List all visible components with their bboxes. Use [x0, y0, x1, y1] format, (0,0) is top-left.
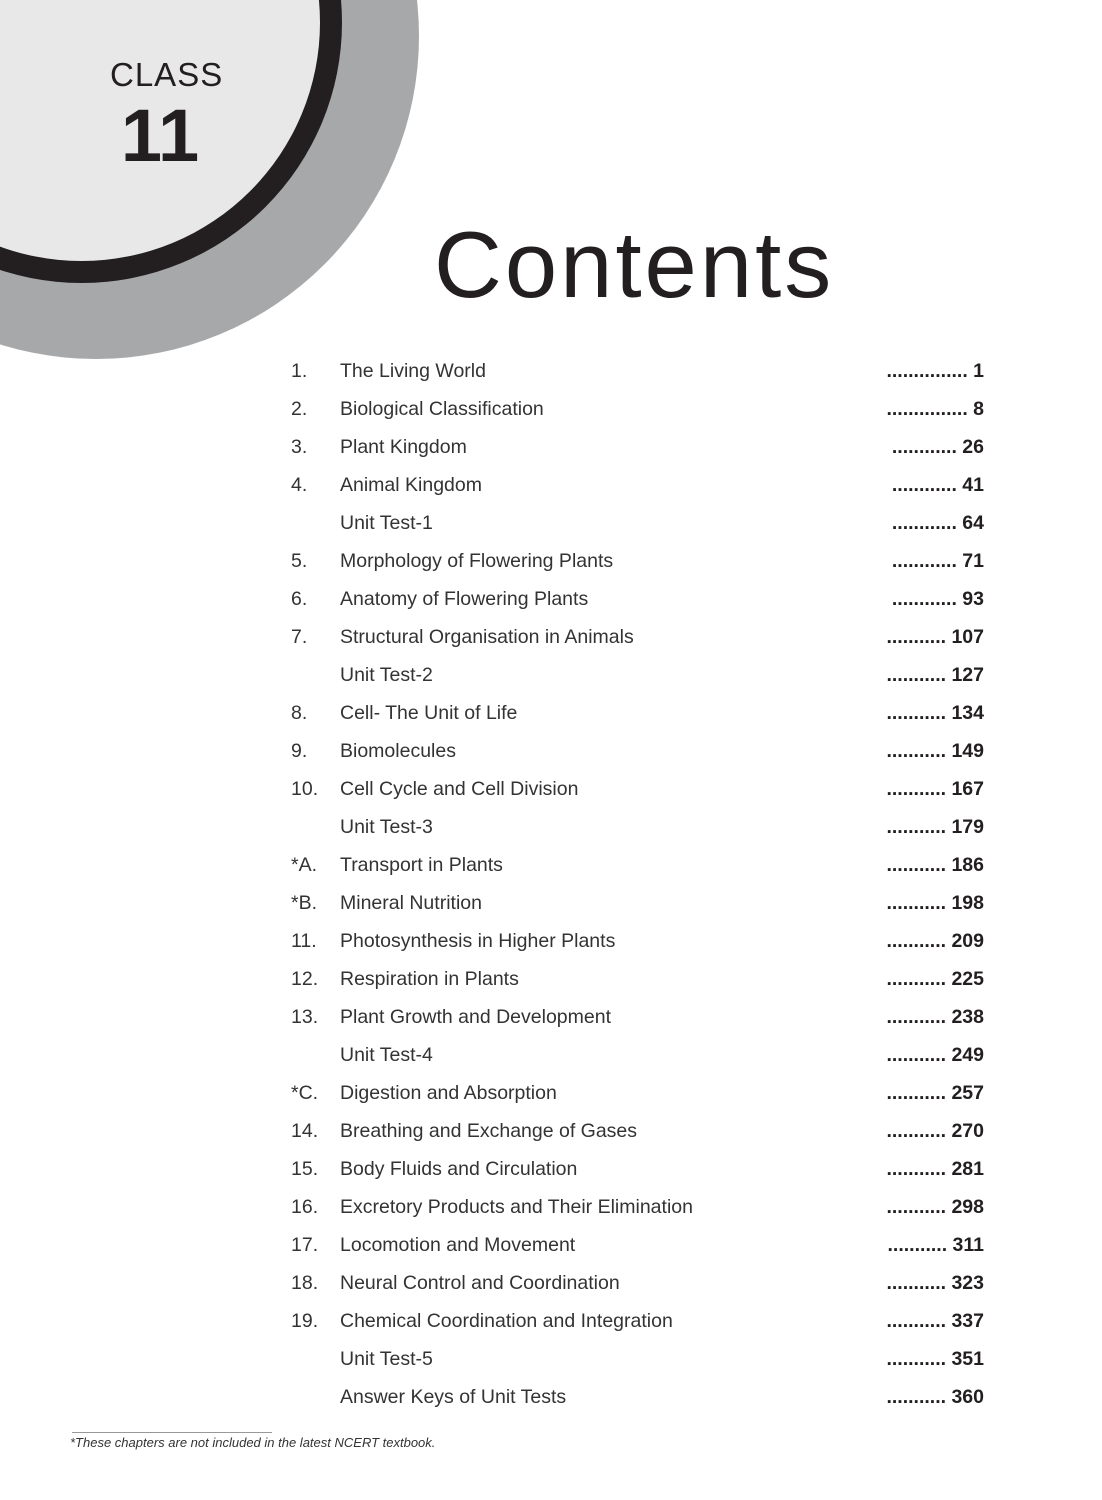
- toc-entry-title: Excretory Products and Their Elimination: [340, 1196, 693, 1218]
- toc-entry: [289, 846, 989, 884]
- toc-entry-page: ........... 209: [886, 930, 984, 952]
- toc-entry-number: 8.: [291, 702, 308, 724]
- toc-entry-title: Unit Test-1: [340, 512, 433, 534]
- toc-entry-number: *B.: [291, 892, 318, 914]
- toc-entry-number: 5.: [291, 550, 308, 572]
- toc-entry-page: ........... 107: [886, 626, 984, 648]
- toc-entry-number: 11.: [291, 930, 317, 952]
- toc-entry-title: Animal Kingdom: [340, 474, 482, 496]
- toc-entry-number: 17.: [291, 1234, 319, 1256]
- toc-entry: [289, 352, 989, 390]
- toc-entry: [289, 732, 989, 770]
- toc-entry-number: 1.: [291, 360, 308, 382]
- toc-entry-page: ............ 71: [891, 550, 984, 572]
- toc-entry-number: 19.: [291, 1310, 319, 1332]
- toc-entry-page: ............ 41: [891, 474, 984, 496]
- toc-entry-page: ........... 311: [887, 1234, 984, 1256]
- toc-entry-page: ........... 337: [886, 1310, 984, 1332]
- toc-entry-number: 2.: [291, 398, 308, 420]
- toc-entry: [289, 998, 989, 1036]
- toc-entry-number: 16.: [291, 1196, 319, 1218]
- toc-entry: [289, 1188, 989, 1226]
- toc-entry-title: Plant Kingdom: [340, 436, 467, 458]
- table-of-contents: [289, 352, 989, 1416]
- toc-entry: [289, 1340, 989, 1378]
- toc-entry-title: Structural Organisation in Animals: [340, 626, 634, 648]
- toc-entry-title: Locomotion and Movement: [340, 1234, 576, 1256]
- footnote-divider: [72, 1432, 272, 1433]
- toc-entry-title: Neural Control and Coordination: [340, 1272, 620, 1294]
- toc-entry-title: Photosynthesis in Higher Plants: [340, 930, 616, 952]
- toc-entry-number: 12.: [291, 968, 319, 990]
- toc-entry: [289, 428, 989, 466]
- toc-entry-title: Transport in Plants: [340, 854, 503, 876]
- toc-entry-title: Morphology of Flowering Plants: [340, 550, 614, 572]
- toc-entry-title: Biological Classification: [340, 398, 544, 420]
- toc-entry-page: ............ 93: [891, 588, 984, 610]
- toc-entry: [289, 1112, 989, 1150]
- toc-entry: [289, 1036, 989, 1074]
- toc-entry: [289, 504, 989, 542]
- toc-entry: [289, 1150, 989, 1188]
- toc-entry: [289, 466, 989, 504]
- toc-entry-title: Unit Test-5: [340, 1348, 433, 1370]
- toc-entry-title: Unit Test-3: [340, 816, 433, 838]
- toc-entry-page: ........... 134: [886, 702, 984, 724]
- toc-entry: [289, 808, 989, 846]
- toc-entry: [289, 1074, 989, 1112]
- toc-entry-title: Cell- The Unit of Life: [340, 702, 518, 724]
- toc-entry-title: Digestion and Absorption: [340, 1082, 557, 1104]
- toc-entry-page: ........... 149: [886, 740, 984, 762]
- page-title: Contents: [434, 212, 835, 317]
- toc-entry-title: Unit Test-4: [340, 1044, 433, 1066]
- toc-entry-page: ........... 281: [886, 1158, 984, 1180]
- toc-entry-page: ........... 238: [886, 1006, 984, 1028]
- toc-entry: [289, 884, 989, 922]
- toc-entry-page: ........... 167: [886, 778, 984, 800]
- toc-entry-page: ........... 323: [886, 1272, 984, 1294]
- class-number: 11: [120, 94, 200, 177]
- toc-entry-number: 6.: [291, 588, 308, 610]
- toc-entry: [289, 1302, 989, 1340]
- toc-entry: [289, 694, 989, 732]
- toc-entry-page: ........... 298: [886, 1196, 984, 1218]
- toc-entry-page: ........... 249: [886, 1044, 984, 1066]
- toc-entry-page: ........... 257: [886, 1082, 984, 1104]
- toc-entry-number: *A.: [291, 854, 318, 876]
- toc-entry-page: ........... 270: [886, 1120, 984, 1142]
- toc-entry: [289, 1264, 989, 1302]
- toc-entry: [289, 580, 989, 618]
- toc-entry-page: ............... 8: [886, 398, 984, 420]
- toc-entry-page: ........... 360: [886, 1386, 984, 1408]
- toc-entry-number: 9.: [291, 740, 308, 762]
- toc-entry-title: Mineral Nutrition: [340, 892, 482, 914]
- toc-entry-title: Breathing and Exchange of Gases: [340, 1120, 638, 1142]
- toc-entry-title: Body Fluids and Circulation: [340, 1158, 578, 1180]
- toc-entry-page: ............ 64: [891, 512, 984, 534]
- toc-entry: [289, 770, 989, 808]
- toc-entry-number: 14.: [291, 1120, 319, 1142]
- class-label: CLASS: [110, 56, 224, 93]
- toc-entry: [289, 542, 989, 580]
- toc-entry-page: ........... 198: [886, 892, 984, 914]
- toc-entry-number: 7.: [291, 626, 308, 648]
- toc-entry: [289, 1226, 989, 1264]
- toc-entry-number: 4.: [291, 474, 308, 496]
- toc-entry-title: Unit Test-2: [340, 664, 433, 686]
- toc-entry-title: Anatomy of Flowering Plants: [340, 588, 589, 610]
- toc-entry-number: 13.: [291, 1006, 319, 1028]
- toc-entry-page: ............ 26: [891, 436, 984, 458]
- toc-entry-number: 15.: [291, 1158, 319, 1180]
- toc-entry-title: Biomolecules: [340, 740, 456, 762]
- toc-entry-page: ........... 179: [886, 816, 984, 838]
- toc-entry-number: 10.: [291, 778, 319, 800]
- toc-entry-page: ........... 351: [886, 1348, 984, 1370]
- toc-entry: [289, 1378, 989, 1416]
- toc-entry-title: Chemical Coordination and Integration: [340, 1310, 673, 1332]
- toc-entry-title: Respiration in Plants: [340, 968, 519, 990]
- toc-entry-number: 18.: [291, 1272, 319, 1294]
- toc-entry-title: Plant Growth and Development: [340, 1006, 611, 1028]
- toc-entry-title: Answer Keys of Unit Tests: [340, 1386, 567, 1408]
- toc-entry: [289, 390, 989, 428]
- toc-entry-page: ........... 127: [886, 664, 984, 686]
- toc-entry: [289, 960, 989, 998]
- toc-entry: [289, 922, 989, 960]
- footnote: *These chapters are not included in the latest NCERT textbook.: [70, 1435, 436, 1450]
- toc-entry-page: ............... 1: [886, 360, 984, 382]
- toc-entry: [289, 656, 989, 694]
- toc-entry: [289, 618, 989, 656]
- toc-entry-page: ........... 225: [886, 968, 984, 990]
- toc-entry-number: 3.: [291, 436, 308, 458]
- toc-entry-title: Cell Cycle and Cell Division: [340, 778, 579, 800]
- toc-entry-title: The Living World: [340, 360, 486, 382]
- toc-entry-page: ........... 186: [886, 854, 984, 876]
- toc-entry-number: *C.: [291, 1082, 319, 1104]
